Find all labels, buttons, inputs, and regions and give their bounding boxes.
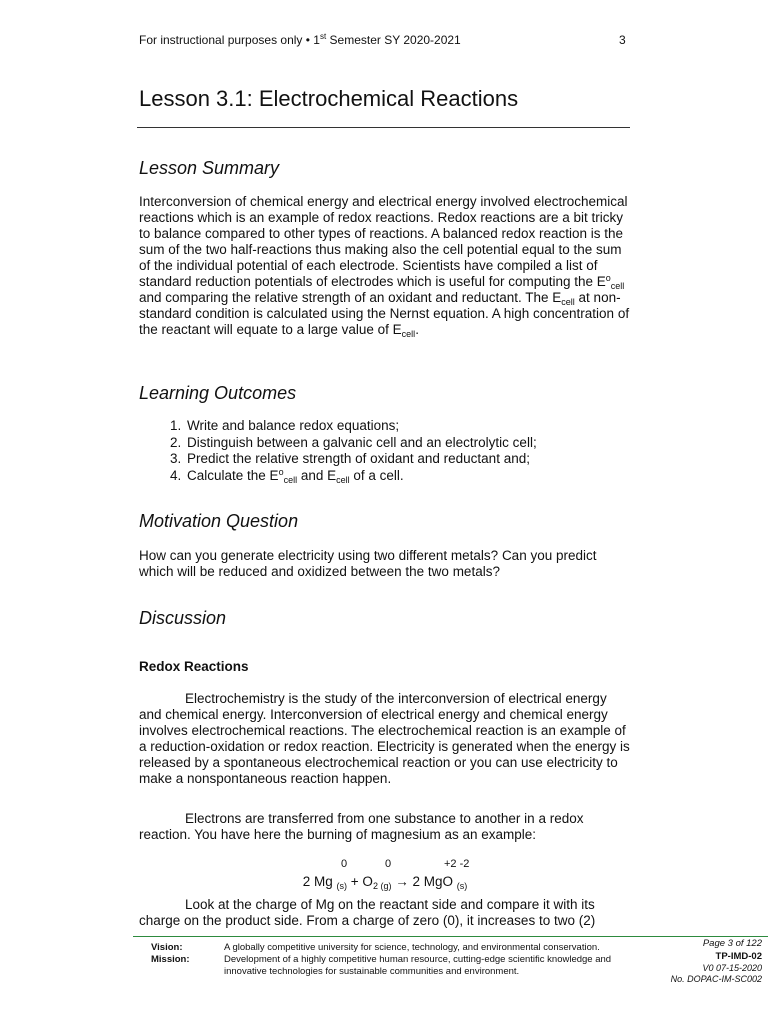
footer-divider <box>133 936 768 937</box>
version-date: V0 07-15-2020 <box>702 963 762 973</box>
redox-paragraph-1: Electrochemistry is the study of the interconversion of electrical energy and chemical energy. Interconversion of electrical energy and chemical energy involves electrochemical reactions. The electrochemical reaction is an example of a reduction-oxidation or redox reaction. Electricity is generated when the energy is released by a spontaneous electrochemical reaction or you can use electricity to make a nonspontaneous reaction happen. <box>139 691 630 786</box>
motivation-question-heading: Motivation Question <box>139 511 299 531</box>
document-number: No. DOPAC-IM-SC002 <box>670 974 762 984</box>
lesson-title: Lesson 3.1: Electrochemical Reactions <box>139 86 519 111</box>
discussion-heading: Discussion <box>139 608 227 628</box>
page-number: 3 <box>619 33 626 47</box>
list-item: 2. Distinguish between a galvanic cell and an electrolytic cell; <box>185 435 665 452</box>
oxidation-number-mg: 0 <box>341 858 348 870</box>
motivation-question-text: How can you generate electricity using two different metals? Can you predict which will be reduced and oxidized between the two metals? <box>139 548 597 579</box>
list-item: 3. Predict the relative strength of oxidant and reductant and; <box>185 451 665 468</box>
oxidation-number-mgo: +2 -2 <box>444 858 470 870</box>
list-item: 4. Calculate the $E^o_{cell}$ and $E_{cell}$ of a cell. <box>185 468 665 485</box>
learning-outcomes-heading: Learning Outcomes <box>139 383 297 403</box>
redox-paragraph-3: Look at the charge of Mg on the reactant side and compare it with its charge on the product side. From a charge of zero (0), it increases to two (2) <box>139 897 596 928</box>
oxidation-number-o2: 0 <box>385 858 392 870</box>
redox-paragraph-2: Electrons are transferred from one substance to another in a redox reaction. You have here the burning of magnesium as an example: <box>139 811 584 842</box>
list-item: 1. Write and balance redox equations; <box>185 418 665 435</box>
title-divider <box>137 127 630 128</box>
lesson-summary-text: Interconversion of chemical energy and electrical energy involved electrochemical reactions which is an example of redox reactions. Redox reactions are a bit tricky to balance compared to other types of reactions. A balanced redox reaction is the sum of the two half-reactions thus making also the cell potential equal to the sum of the individual potential of each electrode. Scientists have compiled a list of standard reduction potentials of electrodes which is useful for computing the $E^o_{cell}$ and comparing the relative strength of an oxidant and reductant. The $E_{cell}$ at non-standard condition is calculated using the Nernst equation. A high concentration of the reactant will equate to a large value of $E_{cell}$. <box>139 194 630 339</box>
page-of-total: Page 3 of 122 <box>702 938 762 949</box>
vision-label: Vision: <box>151 942 183 953</box>
learning-outcomes-list <box>139 418 665 484</box>
redox-reactions-heading: Redox Reactions <box>139 659 249 674</box>
chemical-equation: 2 Mg $_{(s)} + O_2$ $_{(g)}$ → 2 MgO $_{(s)}$ <box>302 874 468 891</box>
mission-text: Development of a highly competitive human resource, cutting-edge scientific knowledge and innovative technologies for sustainable communities and environment. <box>224 954 612 977</box>
lesson-summary-heading: Lesson Summary <box>139 158 280 178</box>
page-header-text: For instructional purposes only • 1st Semester SY 2020-2021 <box>139 32 461 47</box>
mission-label: Mission: <box>151 954 190 965</box>
vision-text: A globally competitive university for science, technology, and environmental conservation. <box>224 942 600 953</box>
document-code: TP-IMD-02 <box>715 951 762 962</box>
